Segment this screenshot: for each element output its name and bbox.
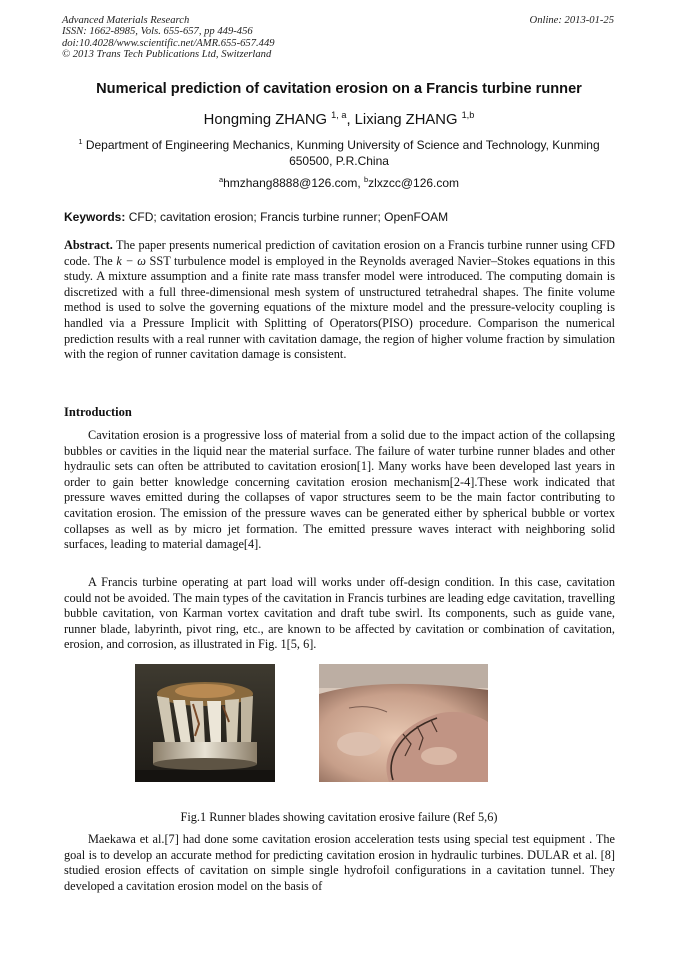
blade-damage-image xyxy=(319,664,488,782)
figure-caption: Fig.1 Runner blades showing cavitation erosive failure (Ref 5,6) xyxy=(180,810,498,824)
keywords xyxy=(64,210,616,224)
turbulence-model-symbol: k − ω xyxy=(116,253,146,268)
email-a-mark: a xyxy=(218,175,224,184)
author-1: Hongming ZHANG xyxy=(203,112,328,128)
introduction-paragraph-3: Maekawa et al.[7] had done some cavitation erosion acceleration tests using special test equipment . The goal is to develop an accurate method for predicting cavitation erosion in hydraulic turbines. DULAR et al. [8] studied erosion effects of cavitation on simple single hydrofoil configurations in a cavitation tunnel. They developed a cavitation erosion model on the basis of xyxy=(64,832,615,893)
journal-doi: doi:10.4028/www.scientific.net/AMR.655-657.449 xyxy=(62,37,275,49)
email-b-mark: b xyxy=(364,175,369,184)
abstract-part-1: The paper presents numerical prediction of cavitation erosion on a Francis turbine runner using CFD code. The xyxy=(64,238,616,268)
author-emails xyxy=(40,176,638,190)
introduction-paragraph-2: A Francis turbine operating at part load will works under off-design condition. In this case, cavitation could not be avoided. The main types of the cavitation in Francis turbines are leading edge cavitation, travelling bubble cavitation, von Karman vortex cavitation and draft tube swirl. Its components, such as guide vane, runner blade, labyrinth, pivot ring, etc., are known to be affected by cavitation or combination of cavitation, erosion, and corrosion, as illustrated in Fig. 1[5, 6]. xyxy=(64,575,615,652)
online-date: Online: 2013-01-25 xyxy=(529,15,614,26)
email-b: zlxzcc@126.com xyxy=(368,176,460,190)
runner-photo-image xyxy=(135,664,275,782)
abstract-part-2: SST turbulence model is employed in the Reynolds averaged Navier–Stokes equations in this study. A mixture assumption and a finite rate mass transfer model were introduced. The computing domain is discretized with a full three-dimensional mesh system of unstructured tetrahedral shapes. The finite volume method is used to solve the governing equations of the mixture model and the pressure-velocity coupling is handled via a Pressure Implicit with Splitting of Operators(PISO) procedure. Comparison the numerical prediction results with a real runner with cavitation damage, the region of higher volume fraction by simulation with the region of runner cavitation damage is consistent. xyxy=(64,253,615,362)
introduction-paragraph-1: Cavitation erosion is a progressive loss of material from a solid due to the impact action of the collapsing bubbles or cavities in the liquid near the material surface. The failure of water turbine runner blades and other hydraulic sets can often be attributed to cavitation erosion[1]. Many works have been developed last years in order to gain better knowledge concerning cavitation erosion mechanism[2-4].These work indicated that pressure waves emitted during the collapses of vapor structures seem to be the main factor contributing to cavitation erosion. The emission of the pressure waves can be generated either by spherical bubble or vortex collapses as well as by micro jet formation. The emitted pressure waves interact with neighboring solid surfaces, leading to material damage[4]. xyxy=(64,428,615,552)
keywords-text: CFD; cavitation erosion; Francis turbine runner; OpenFOAM xyxy=(128,210,449,224)
affiliation xyxy=(62,138,616,169)
email-a: hmzhang8888@126.com xyxy=(223,176,358,190)
affiliation-mark: 1 xyxy=(78,137,83,146)
introduction-heading: Introduction xyxy=(64,405,132,419)
affiliation-text: Department of Engineering Mechanics, Kunming University of Science and Technology, Kunming 650500, P.R.China xyxy=(85,138,600,168)
author-list xyxy=(40,112,638,128)
figure-runner-photo xyxy=(135,664,275,782)
journal-copyright: © 2013 Trans Tech Publications Ltd, Switzerland xyxy=(62,49,272,61)
author-separator: , xyxy=(346,112,355,128)
keywords-label: Keywords: xyxy=(64,210,126,224)
journal-header xyxy=(62,15,275,61)
journal-issn: ISSN: 1662-8985, Vols. 655-657, pp 449-456 xyxy=(62,26,253,38)
author-2: Lixiang ZHANG xyxy=(354,112,458,128)
abstract xyxy=(64,238,615,363)
paper-title: Numerical prediction of cavitation erosion on a Francis turbine runner xyxy=(96,81,582,97)
author-2-affiliation-mark: 1,b xyxy=(461,110,475,121)
email-separator: , xyxy=(357,176,365,190)
journal-name: Advanced Materials Research xyxy=(62,15,190,26)
abstract-label: Abstract. xyxy=(64,238,113,252)
author-1-affiliation-mark: 1, a xyxy=(331,110,347,121)
figure-blade-damage-photo xyxy=(319,664,488,782)
